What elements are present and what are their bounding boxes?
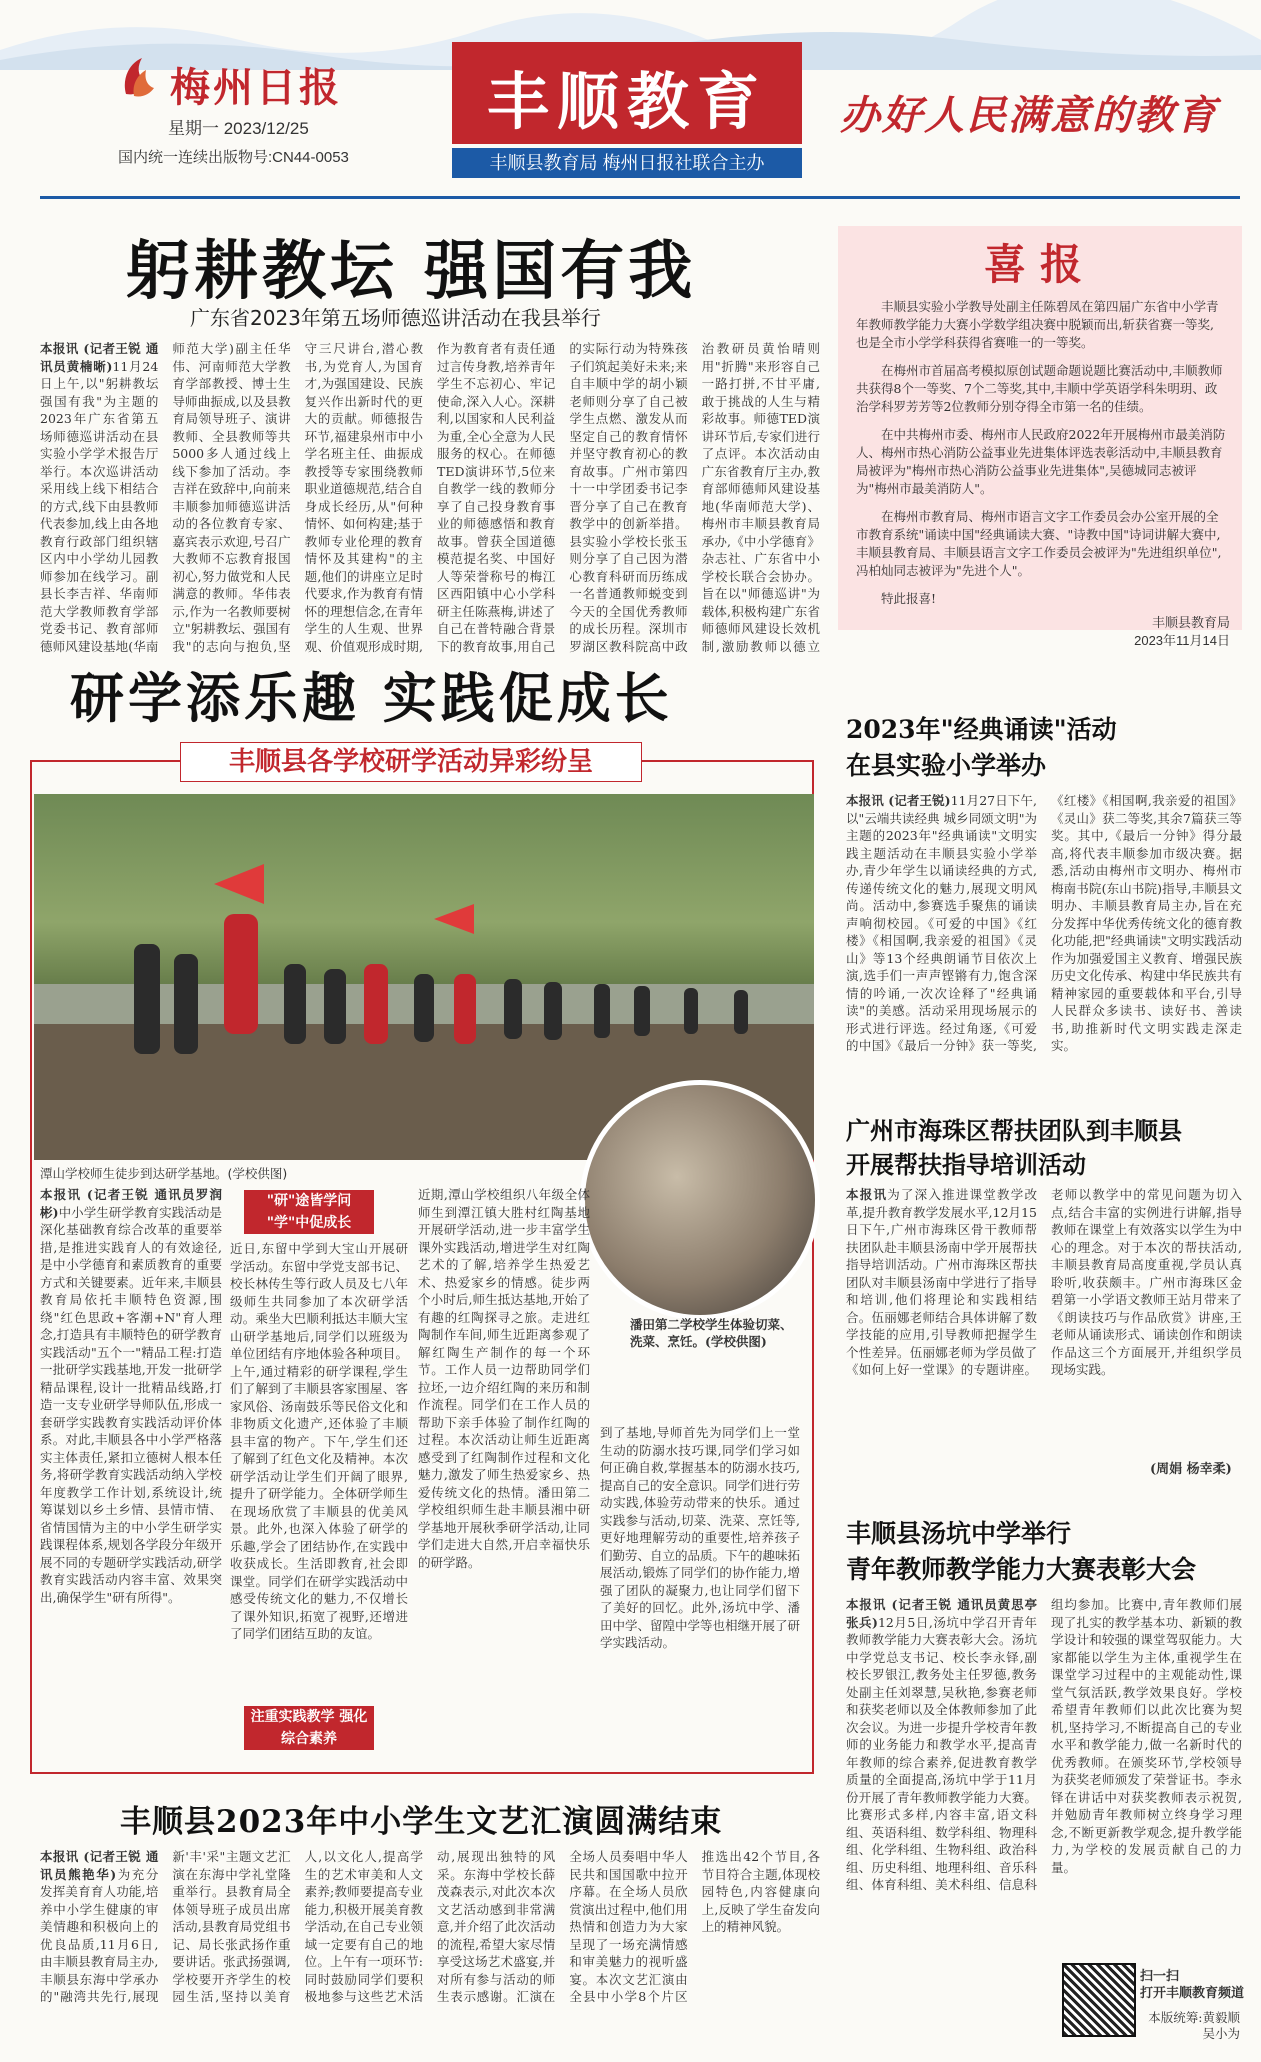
article2-col4: 到了基地,导师首先为同学们上一堂生动的防溺水技巧课,同学们学习如何正确自救,掌握基本的防溺水技巧,提高自己的安全意识。同学们进行劳动实践,体验劳动带来的快乐。通过实践参与活动,切菜、洗菜、烹饪等,更好地理解劳动的重要性,培养孩子们勤劳、自立的品质。下午的趣味拓展活动,锻炼了同学们的协作能力,增强了团队的凝聚力,也让同学们留下了美好的回忆。此外,汤坑中学、潘田中学、留隍中学等也相继开展了研学实践活动。: [600, 1425, 800, 1650]
article3-headline: [846, 712, 1117, 784]
article1-text: 11月24日上午,以"躬耕教坛 强国有我"为主题的2023年广东省第五场师德巡讲活动在县实验小学学术报告厅举行。本次巡讲活动采用线上线下相结合的方式,线下由县教师代表参加,线上由各地教育行政部门组织辖区内中小学幼儿园教师参加在线学习。副县长李吉祥、华南师范大学教师教育学部党委书记、教育部师德师风建设基地(华南师范大学)副主任华伟、河南师范大学教育学部教授、博士生导师曲振成,以及县教育局领导班子、演讲教师、全县教师等共5000多人通过线上线下参加了活动。李吉祥在致辞中,向前来丰顺参加师德巡讲活动的各位教育专家、嘉宾表示欢迎,号召广大教师不忘教育报国初心,努力做党和人民满意的教师。华伟表示,作为一名教师要树立"躬耕教坛、强国有我"的志向与抱负,坚守三尺讲台,潜心教书,为党育人,为国育才,为强国建设、民族复兴作出新时代的更大的贡献。师德报告环节,福建泉州市中小学名班主任、曲振成教授等专家围绕教师职业道德规范,结合自身成长经历,从"何种情怀、如何构建;基于教师专业伦理的教育情怀及其建构"的主题,他们的讲座立足时代要求,作为教育有情怀的理想信念,在青年学生的人生观、世界观、价值观形成时期,作为教育者有责任通过言传身教,培养青年学生不忘初心、牢记使命,深入人心。深耕利,以国家和人民利益为重,全心全意为人民服务的权心。在师德TED演讲环节,5位来自教学一线的教师分享了自己投身教育事业的师德感悟和教育故事。曾获全国道德模范提名奖、中国好人等荣誉称号的梅江区西阳镇中心小学科研主任陈燕梅,讲述了自己在普特融合背景下的教育故事,用自己的实际行动为特殊孩子们筑起美好未来;来自丰顺中学的胡小颖老师则分享了自己被学生点燃、激发从而坚定自己的教育情怀并坚守教育初心的教育故事。广州市第四十一中学团委书记李晋分享了自己在教育教学中的创新举措。县实验小学校长张玉则分享了自己因为潜心教育科研而历练成一名普通教师蜕变到今天的全国优秀教师的成长历程。深圳市罗湖区教科院高中政治教研员黄怡晴则用"折腾"来形容自己一路打拼,不甘平庸,敢于挑战的人生与精彩故事。师德TED演讲环节后,专家们进行了点评。本次活动由广东省教育厅主办,教育部师德师风建设基地(华南师范大学)、梅州市丰顺县教育局承办,《中小学德育》杂志社、广东省中小学校长联合会协办。旨在以"师德巡讲"为载体,积极构建广东省师德师风建设长效机制,激励教师以德立: [40, 341, 820, 654]
article5-byline: 本报讯 (记者王锐 通讯员黄思亭 张兵): [846, 1597, 1037, 1630]
happy-report-org: 丰顺县教育局: [1151, 615, 1230, 630]
article2-col3: 近期,潭山学校组织八年级全体师生到潭江镇大胜村红陶基地开展研学活动,进一步丰富学生课外实践活动,增进学生对红陶艺术的了解,培养学生热爱艺术、热爱家乡的情感。徒步两个小时后,师生抵达基地,开始了有趣的红陶探寻之旅。走进红陶制作车间,师生近距离参观了解红陶生产制作的每一个环节。工作人员一边帮助同学们拉坯,一边介绍红陶的来历和制作流程。同学们在工作人员的帮助下亲手体验了制作红陶的过程。本次活动让师生近距离感受到了红陶制作过程和文化魅力,激发了师生热爱家乡、热爱传统文化的热情。潘田第二学校组织师生赴丰顺县湘中研学基地开展秋季研学活动,让同学们走进大自然,开启幸福快乐的研学路。: [418, 1187, 590, 1570]
article6-byline: 本报讯 (记者王锐 通讯员熊艳华): [40, 1849, 159, 1882]
photo-caption: 潭山学校师生徒步到达研学基地。(学校供图): [40, 1166, 288, 1181]
paper-name: 梅州日报: [170, 64, 342, 111]
masthead: [0, 0, 1261, 200]
article2-col2: 近日,东留中学到大宝山开展研学活动。东留中学党支部书记、校长林传生等行政人员及七八年级师生共同参加了本次研学活动。乘坐大巴顺利抵达丰顺大宝山研学基地后,同学们以班级为单位团结有序地体验各种项目。上午,通过精彩的研学课程,学生们了解到了丰顺县客家围屋、客家风俗、汤南鼓乐等民俗文化和非物质文化遗产,还体验了丰顺县丰富的物产。下午,学生们还了解到了红色文化及精神。本次研学活动让学生们开阔了眼界,提升了研学能力。全体研学师生在现场欣赏了丰顺县的优美风景。此外,也深入体验了研学的乐趣,学会了团结协作,在实践中收获成长。生活即教育,社会即课堂。同学们在研学实践活动中感受传统文化的魅力,不仅增长了课外知识,拓宽了视野,还增进了同学们团结互助的友谊。: [230, 1241, 408, 1641]
article2-text: 中小学生研学教育实践活动是深化基础教育综合改革的重要举措,是推进实践育人的有效途径,是中小学德育和素质教育的重要方式和关键要素。近年来,丰顺县教育局依托丰顺特色资源,围绕"红色思政+客潮+N"育人理念,打造具有丰顺特色的研学教育实践活动"五个一"精品工程:打造一批研学实践基地,开发一批研学精品课程,设计一批精品线路,打造一支专业研学导师队伍,形成一套研学实践教育实践活动评价体系。对此,丰顺县各中小学严格落实主体责任,紧扣立德树人根本任务,将研学教育实践活动纳入学校年度教学工作计划,系统设计,统筹谋划以乡土乡情、县情市情、省情国情为主的中小学生研学实践课程体系,规划各学段分年级开展不同的专题研学实践活动,研学教育实践活动内容丰富、效果突出,确保学生"研有所得"。: [40, 1204, 222, 1605]
article6-body: [40, 1848, 820, 2046]
article3-body: [846, 792, 1242, 1112]
section-subtitle: 丰顺县教育局 梅州日报社联合主办: [452, 148, 802, 178]
happy-report-para: 丰顺县实验小学教导处副主任陈碧凤在第四届广东省中小学青年教师教学能力大赛小学数学组决赛中脱颖而出,斩获省赛一等奖,也是全市小学学科获得省赛唯一的一等奖。: [856, 299, 1219, 350]
article1-headline: 躬耕教坛 强国有我: [126, 234, 697, 309]
editor-name: 吴小为: [1202, 2026, 1240, 2041]
article1-body: [40, 340, 820, 660]
article4-body: [846, 1186, 1242, 1458]
slogan: 办好人民满意的教育: [840, 92, 1218, 139]
article3-headline-line2: 在县实验小学举办: [846, 751, 1047, 780]
editor-credit: [1110, 2010, 1240, 2042]
happy-report-date: 2023年11月14日: [1134, 633, 1230, 648]
article1-byline: 本报讯 (记者王锐 通讯员黄楠晰): [40, 341, 159, 374]
article2-col2-banner: "研"途皆学问 "学"中促成长: [244, 1190, 374, 1234]
happy-report-para: 在中共梅州市委、梅州市人民政府2022年开展梅州市最美消防人、梅州市热心消防公益事业先进集体评选表彰活动中,丰顺县教育局被评为"梅州市热心消防公益事业先进集体",吴德城同志被评为"梅州市最美消防人"。: [856, 427, 1226, 496]
happy-report-body: [856, 298, 1226, 618]
qr-line1: 扫一扫: [1140, 1969, 1180, 1984]
article3-headline-line1: 2023年"经典诵读"活动: [846, 715, 1117, 744]
issue-number: 国内统一连续出版物号:CN44-0053: [118, 149, 349, 166]
article3-text: 11月27日下午,以"云端共读经典 城乡同颂文明"为主题的2023年"经典诵读"文明实践主题活动在丰顺县实验小学举办,青少年学生以诵读经典的方式,传递传统文化的魅力,展现文明风尚。活动中,参赛选手聚焦的诵读声响彻校园。《可爱的中国》《红楼》《相国啊,我亲爱的祖国》《灵山》等13个经典朗诵节目依次上演,选手们一声声铿锵有力,饱含深情的吟诵,一次次诠释了"经典诵读"的美感。活动采用现场展示的形式进行评选。经过角逐,《可爱的中国》《最后一分钟》获一等奖,《红楼》《相国啊,我亲爱的祖国》《灵山》获二等奖,其余7篇获三等奖。其中,《最后一分钟》得分最高,将代表丰顺参加市级决赛。据悉,活动由梅州市文明办、梅州市梅南书院(东山书院)指导,丰顺县文明办、丰顺县教育局主办,旨在充分发挥中华优秀传统文化的德育教化功能,把"经典诵读"文明实践活动作为加强爱国主义教育、增强民族历史文化传承、构建中华民族共有精神家园的重要载体和平台,引导人民群众多读书、读好书、善读书,助推新时代文明实践走深走实。: [846, 793, 1242, 1053]
section-title: 丰顺教育: [486, 65, 767, 138]
article5-headline-line1: 丰顺县汤坑中学举行: [846, 1519, 1072, 1548]
happy-report-para: 在梅州市教育局、梅州市语言文字工作委员会办公室开展的全市教育系统"诵读中国"经典诵读大赛、"诗教中国"诗词讲解大赛中,丰顺县教育局、丰顺县语言文字工作委员会被评为"先进组织单位",冯柏灿同志被评为"先进个人"。: [856, 509, 1222, 578]
article4-text: 为了深入推进课堂教学改革,提升教育教学发展水平,12月15日下午,广州市海珠区骨干教师帮扶团队赴丰顺县汤南中学开展帮扶指导培训活动。广州市海珠区帮扶团队对丰顺县汤南中学进行了指导和培训,他们将理论和实践相结合。伍丽娜老师结合具体讲解了数学技能的应用,引导教师把握学生个性差异。伍丽娜老师为学员做了《如何上好一堂课》的专题讲座。老师以教学中的常见问题为切入点,结合丰富的实例进行讲解,指导教师在课堂上有效落实以学生为中心的理念。对于本次的帮扶活动,丰顺县教育局高度重视,学员认真聆听,收获颇丰。广州市海珠区金碧第一小学语文教师王站月带来了《朗读技巧与作品欣赏》讲座,王老师从诵读形式、诵读创作和朗读作品这三个方面展开,并组织学员现场实践。: [846, 1187, 1242, 1377]
article2-byline: 本报讯 (记者王锐 通讯员罗润彬): [40, 1187, 222, 1220]
cooking-students-photo: [580, 1080, 820, 1320]
article6-text: 为充分发挥美育育人功能,培养中小学生健康的审美情趣和积极向上的优良品质,11月6日,由丰顺县教育局主办,丰顺县东海中学承办的"融湾共先行,展现新'丰'采"主题文艺汇演在东海中学礼堂隆重举行。县教育局全体领导班子成员出席活动,县教育局党组书记、局长张武扬作重要讲话。张武扬强调,学校要开齐学生的校园生活,坚持以美育人,以文化人,提高学生的艺术审美和人文素养;教师要提高专业能力,积极开展美育教学活动,在自己专业领域一定要有自己的地位。上午有一项环节:同时鼓励同学们要积极地参与这些艺术活动,展现出独特的风采。东海中学校长薛茂森表示,对此次本次文艺活动感到非常满意,并介绍了此次活动的流程,希望大家尽情享受这场艺术盛宴,并对所有参与活动的师生表示感谢。汇演在全场人员奏唱中华人民共和国国歌中拉开序幕。在全场人员欣赏演出过程中,他们用热情和创造力为大家呈现了一场充满情感和审美魅力的视听盛宴。本次文艺汇演由全县中小学8个片区推选出42个节目,各节目符合主题,体现校园特色,内容健康向上,反映了学生奋发向上的精神风貌。: [40, 1849, 820, 2004]
issue-date: 星期一 2023/12/25: [168, 119, 309, 138]
article5-headline-line2: 青年教师教学能力大赛表彰大会: [846, 1555, 1197, 1584]
article3-byline: 本报讯 (记者王锐): [846, 793, 951, 808]
happy-report-signature: [1020, 614, 1230, 650]
article1-subhead: 广东省2023年第五场师德巡讲活动在我县举行: [190, 306, 601, 330]
happy-report-para: 在梅州市首届高考模拟原创试题命题说题比赛活动中,丰顺教师共获得8个一等奖、7个二等奖,其中,丰顺中学英语学科朱明玥、政治学科罗芳芳等2位教师分别夺得全市第一名的佳绩。: [856, 363, 1223, 414]
happy-report-para: 特此报喜!: [881, 591, 937, 606]
masthead-divider: [40, 196, 1240, 199]
article4-headline-line2: 开展帮扶指导培训活动: [846, 1150, 1086, 1179]
article4-headline: [846, 1114, 1182, 1182]
article4-headline-line1: 广州市海珠区帮扶团队到丰顺县: [846, 1116, 1182, 1145]
round-photo-caption: 潘田第二学校学生体验切菜、洗菜、烹饪。(学校供图): [630, 1317, 793, 1349]
qr-line2: 打开丰顺教育频道: [1140, 1986, 1245, 2001]
article2-headline: 研学添乐趣 实践促成长: [70, 666, 673, 730]
article5-text: 12月5日,汤坑中学召开青年教师教学能力大赛表彰大会。汤坑中学党总支书记、校长李永铎,副校长罗银江,教务处主任罗德,教务处副主任刘翠慧,吴秋艳,参赛老师和获奖老师以及全体教师参加了此次会议。为进一步提升学校青年教师的业务能力和教学水平,提高青年教师的综合素养,促进教育教学质量的全面提高,汤坑中学于11月份开展了青年教师教学能力大赛。比赛形式多样,内容丰富,语文科组、英语科组、数学科组、物理科组、化学科组、生物科组、政治科组、历史科组、地理科组、音乐科组、体育科组、美术科组、信息科组均参加。比赛中,青年教师们展现了扎实的教学基本功、新颖的教学设计和较强的课堂驾驭能力。大家都能以学生为主体,重视学生在课堂学习过程中的主观能动性,课堂气氛活跃,教学效果良好。学校希望青年教师们以此次比赛为契机,坚持学习,不断提高自己的专业水平和教学能力,做一名新时代的优秀教师。在颁奖环节,学校领导为获奖老师颁发了荣誉证书。李永铎在讲话中对获奖教师表示祝贺,并勉励青年教师树立终身学习理念,不断更新教学观念,提升教学能力,为学校的发展贡献自己的力量。: [846, 1597, 1242, 1892]
article4-byline: 本报讯: [846, 1187, 888, 1202]
paper-logo-icon: [118, 54, 158, 100]
editor-label: 本版统筹:黄毅顺: [1148, 2010, 1240, 2025]
article5-headline: [846, 1516, 1196, 1588]
article2-col2-banner2: 注重实践教学 强化综合素养: [244, 1706, 374, 1750]
article2-col1: [40, 1186, 222, 1760]
happy-report-title: 喜报: [983, 240, 1096, 289]
qr-caption: [1140, 1968, 1244, 2002]
article5-body: [846, 1596, 1242, 1952]
article2-banner: 丰顺县各学校研学活动异彩纷呈: [180, 742, 642, 782]
article6-headline: 丰顺县2023年中小学生文艺汇演圆满结束: [120, 1804, 723, 1840]
article4-credit: (周娟 杨幸柔): [1150, 1462, 1232, 1477]
